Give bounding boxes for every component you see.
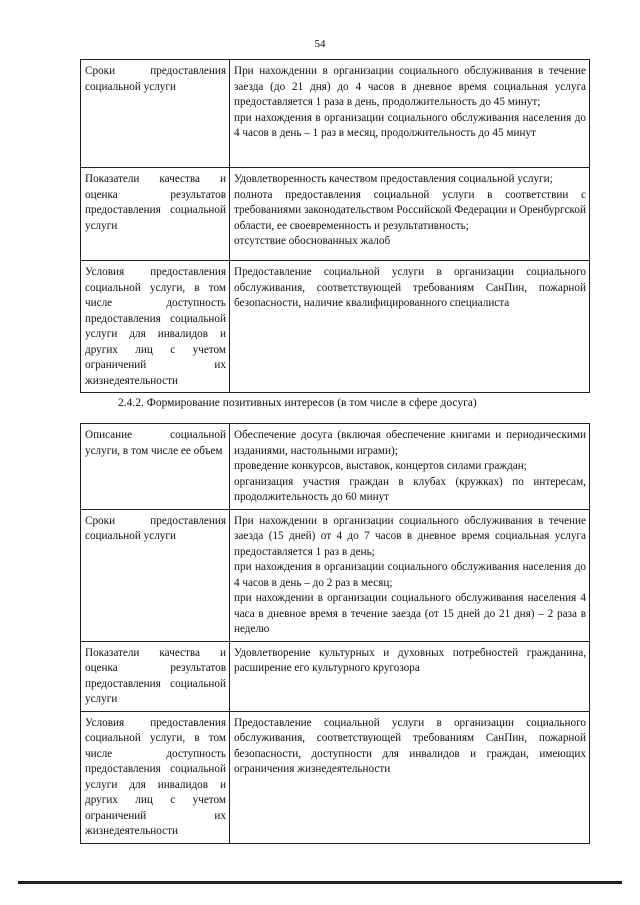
service-table-1 <box>80 59 590 393</box>
content-line: при нахождения в организации социального обслуживания населения до 4 часов в день – до 2 раз в месяц; <box>234 561 586 589</box>
row-content <box>230 711 590 843</box>
table-row <box>81 261 590 393</box>
content-line: При нахождении в организации социального обслуживания в течение заезда (15 дней) от 4 до 7 часов в дневное время социальная услуга предоставляется 1 раз в день; <box>234 514 586 558</box>
content-line: Предоставление социальной услуги в организации социального обслуживания, соответствующей требованиям СанПин, пожарной безопасности, наличие квалифицированного специалиста <box>234 266 586 309</box>
row-content <box>230 168 590 261</box>
content-line: Удовлетворение культурных и духовных потребностей гражданина, расширение его культурного кругозора <box>234 646 586 674</box>
page-number: 54 <box>314 38 326 50</box>
row-content <box>230 60 590 168</box>
content-line: организация участия граждан в клубах (кружках) по интересам, продолжительность до 60 минут <box>234 475 586 503</box>
row-label: Условия предоставления социальной услуги, в том числе доступность предоставления социальной услуги для инвалидов и других лиц с учетом ограничений их жизнедеятельности <box>81 261 230 393</box>
row-label: Условия предоставления социальной услуги, в том числе доступность предоставления социальной услуги для инвалидов и других лиц с учетом ограничений их жизнедеятельности <box>81 711 230 843</box>
row-label: Показатели качества и оценка результатов предоставления социальной услуги <box>81 641 230 711</box>
content-line: Предоставление социальной услуги в организации социального обслуживания, соответствующей требованиям СанПин, пожарной безопасности, доступности для инвалидов и граждан, имеющих ограничения жизнедеятельности <box>234 716 586 775</box>
row-label: Описание социальной услуги, в том числе ее объем <box>81 424 230 510</box>
content-line: проведение конкурсов, выставок, концертов силами граждан; <box>234 460 527 472</box>
table-row <box>81 60 590 168</box>
row-content <box>230 424 590 510</box>
content-line: Обеспечение досуга (включая обеспечение книгами и периодическими изданиями, настольными играми); <box>234 429 586 457</box>
row-content <box>230 509 590 641</box>
section-heading: 2.4.2. Формирование позитивных интересов (в том числе в сфере досуга) <box>118 397 477 409</box>
table-row <box>81 168 590 261</box>
row-label: Сроки предоставления социальной услуги <box>81 509 230 641</box>
table-row <box>81 711 590 843</box>
content-line: при нахождения в организации социального обслуживания населения до 4 часов в день – 1 раз в месяц, продолжительность до 45 минут <box>234 111 586 139</box>
row-content <box>230 261 590 393</box>
service-table-2 <box>80 423 590 844</box>
table-row <box>81 641 590 711</box>
content-line: Удовлетворенность качеством предоставления социальной услуги; <box>234 173 553 185</box>
content-line: полнота предоставления социальной услуги в соответствии с требованиями законодательством Российской Федерации и Оренбургской области, ее своевременность и результативность; <box>234 188 586 232</box>
table-row <box>81 424 590 510</box>
table-row <box>81 509 590 641</box>
row-label: Сроки предоставления социальной услуги <box>81 60 230 168</box>
row-label: Показатели качества и оценка результатов предоставления социальной услуги <box>81 168 230 261</box>
content-line: при нахождении в организации социального обслуживания населения 4 часа в дневное время в течение заезда (от 15 дней до 21 дня) – 2 раза в неделю <box>234 592 586 635</box>
content-line: отсутствие обоснованных жалоб <box>234 235 391 247</box>
content-line: При нахождении в организации социального обслуживания в течение заезда (до 21 дня) до 4 часов в дневное время социальная услуга предоставляется 1 раза в день, продолжительность до 45 минут; <box>234 65 586 108</box>
bottom-rule <box>18 881 622 884</box>
row-content <box>230 641 590 711</box>
